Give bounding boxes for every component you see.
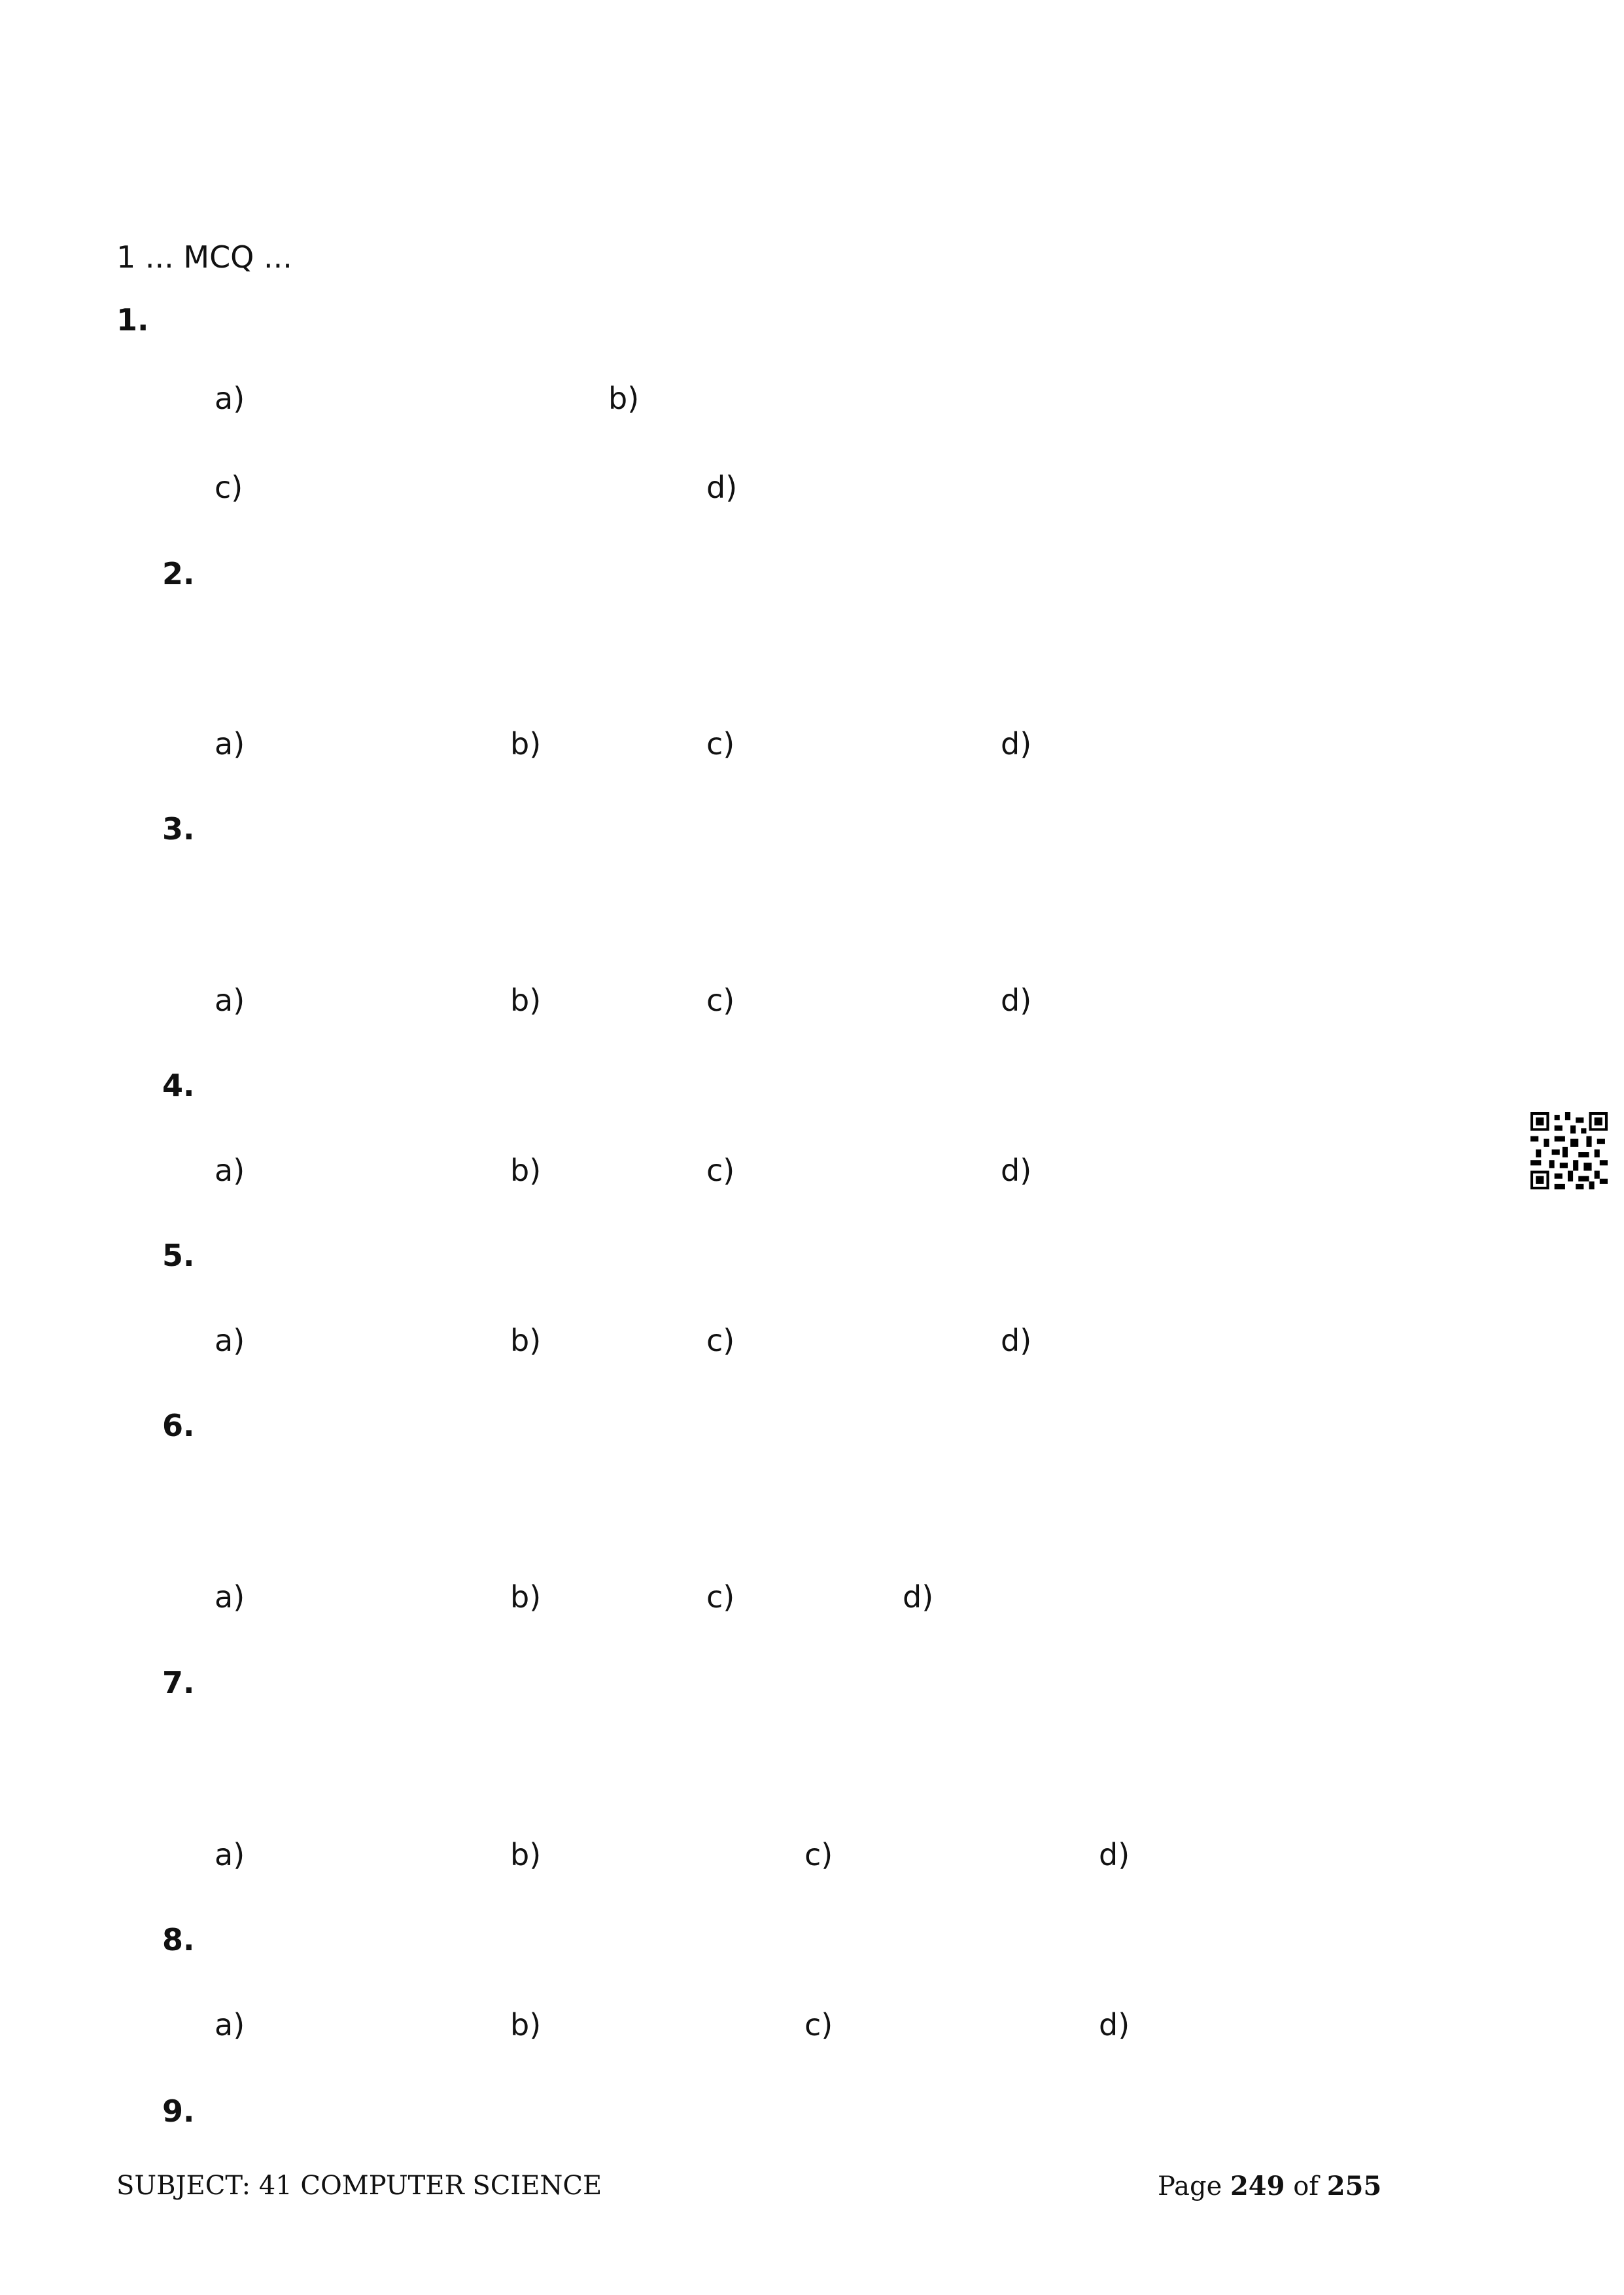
- option-letter: b): [510, 2007, 542, 2042]
- option-letter: a): [215, 983, 245, 1018]
- option-letter: c): [706, 726, 735, 762]
- footer-subject: SUBJECT: 41 COMPUTER SCIENCE: [116, 2171, 602, 2201]
- option-letter: c): [215, 470, 243, 505]
- option-letter: d): [1001, 1153, 1032, 1188]
- option-a: [215, 983, 262, 1018]
- question-number: 1.: [116, 302, 149, 338]
- option-d: [1099, 1837, 1147, 1872]
- option-letter: c): [804, 1837, 833, 1872]
- option-letter: d): [1099, 2007, 1130, 2042]
- option-a: [215, 381, 262, 416]
- page-prefix: Page: [1158, 2171, 1222, 2201]
- option-letter: b): [510, 1153, 542, 1188]
- question-number: 7.: [162, 1665, 195, 1700]
- option-letter: c): [804, 2007, 833, 2042]
- option-letter: b): [510, 1323, 542, 1358]
- option-letter: d): [903, 1579, 934, 1615]
- option-c: [804, 1837, 850, 1872]
- question-number: 2.: [162, 556, 195, 591]
- question-number: 9.: [162, 2094, 195, 2129]
- option-letter: a): [215, 1323, 245, 1358]
- option-c: [706, 983, 752, 1018]
- option-a: [215, 1579, 262, 1615]
- option-d: [1001, 1153, 1048, 1188]
- option-d: [1001, 726, 1048, 762]
- option-letter: b): [510, 1837, 542, 1872]
- option-c: [706, 1323, 752, 1358]
- option-letter: b): [510, 983, 542, 1018]
- question-1: [116, 302, 1523, 338]
- question-2: [116, 556, 1523, 592]
- question-9: [116, 2094, 1523, 2129]
- option-letter: c): [706, 1153, 735, 1188]
- question-number: 6.: [162, 1408, 195, 1443]
- option-b: [510, 1323, 558, 1358]
- option-letter: d): [1001, 983, 1032, 1018]
- option-a: [215, 1837, 262, 1872]
- option-letter: d): [1001, 726, 1032, 762]
- option-letter: a): [215, 381, 245, 416]
- question-5: [116, 1238, 1523, 1274]
- option-d: [903, 1579, 950, 1615]
- question-number: 3.: [162, 811, 195, 847]
- question-6: [116, 1408, 1523, 1444]
- option-letter: c): [706, 983, 735, 1018]
- option-letter: b): [510, 726, 542, 762]
- option-a: [215, 1323, 262, 1358]
- option-letter: b): [510, 1579, 542, 1615]
- option-letter: a): [215, 1579, 245, 1615]
- option-letter: d): [706, 470, 738, 505]
- option-letter: a): [215, 726, 245, 762]
- option-c: [706, 726, 752, 762]
- option-b: [510, 726, 558, 762]
- qr-code-icon: [1530, 1112, 1608, 1189]
- option-c: [706, 1153, 752, 1188]
- option-c: [706, 1579, 752, 1615]
- question-number: 8.: [162, 1922, 195, 1957]
- section-heading: 1 ... MCQ ...: [116, 239, 292, 275]
- option-d: [1001, 983, 1048, 1018]
- option-letter: b): [608, 381, 640, 416]
- option-letter: a): [215, 1837, 245, 1872]
- option-a: [215, 1153, 262, 1188]
- question-number: 4.: [162, 1068, 195, 1103]
- option-a: [215, 726, 262, 762]
- option-b: [510, 1579, 558, 1615]
- page-of: of: [1293, 2171, 1319, 2201]
- option-letter: a): [215, 2007, 245, 2042]
- option-letter: c): [706, 1323, 735, 1358]
- option-c: [215, 470, 260, 505]
- page-current: 249: [1230, 2171, 1285, 2201]
- question-3: [116, 811, 1523, 847]
- question-8: [116, 1922, 1523, 1958]
- option-b: [510, 1837, 558, 1872]
- option-letter: d): [1001, 1323, 1032, 1358]
- option-b: [510, 1153, 558, 1188]
- option-letter: d): [1099, 1837, 1130, 1872]
- option-d: [1099, 2007, 1147, 2042]
- question-number: 5.: [162, 1238, 195, 1273]
- option-c: [804, 2007, 850, 2042]
- option-d: [706, 470, 754, 505]
- page-total: 255: [1326, 2171, 1382, 2201]
- footer-page-number: [1158, 2171, 1381, 2201]
- option-b: [510, 2007, 558, 2042]
- option-letter: a): [215, 1153, 245, 1188]
- question-7: [116, 1665, 1523, 1701]
- option-a: [215, 2007, 262, 2042]
- option-b: [608, 381, 656, 416]
- question-4: [116, 1068, 1523, 1104]
- option-d: [1001, 1323, 1048, 1358]
- option-letter: c): [706, 1579, 735, 1615]
- option-b: [510, 983, 558, 1018]
